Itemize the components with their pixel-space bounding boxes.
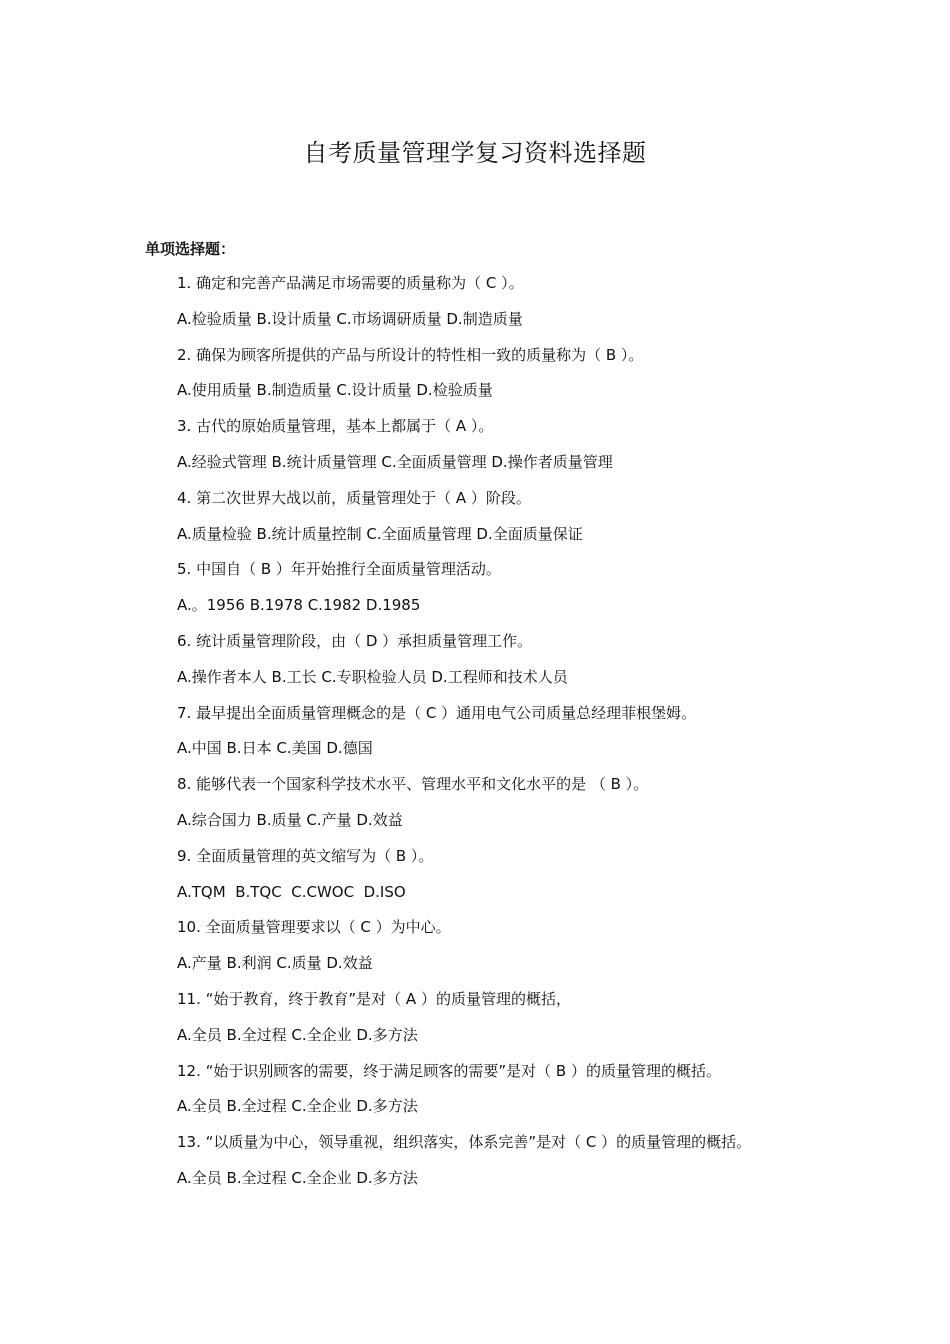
question-2: 2. 确保为顾客所提供的产品与所设计的特性相一致的质量称为（ B ）。 (177, 345, 644, 364)
options-1: A.检验质量 B.设计质量 C.市场调研质量 D.制造质量 (177, 309, 523, 328)
question-8: 8. 能够代表一个国家科学技术水平、管理水平和文化水平的是 （ B ）。 (177, 775, 649, 794)
question-6: 6. 统计质量管理阶段，由（ D ）承担质量管理工作。 (177, 631, 533, 650)
question-list (177, 272, 897, 1203)
options-7: A.中国 B.日本 C.美国 D.德国 (177, 739, 373, 758)
options-13: A.全员 B.全过程 C.全企业 D.多方法 (177, 1168, 418, 1187)
question-7: 7. 最早提出全面质量管理概念的是（ C ）通用电气公司质量总经理菲根堡姆。 (177, 703, 697, 722)
options-12: A.全员 B.全过程 C.全企业 D.多方法 (177, 1097, 418, 1116)
options-8: A.综合国力 B.质量 C.产量 D.效益 (177, 810, 403, 829)
options-2: A.使用质量 B.制造质量 C.设计质量 D.检验质量 (177, 381, 493, 400)
section-heading: 单项选择题： (145, 240, 236, 258)
question-3: 3. 古代的原始质量管理，基本上都属于（ A ）。 (177, 417, 494, 436)
question-10: 10. 全面质量管理要求以（ C ）为中心。 (177, 918, 451, 937)
question-11: 11. “始于教育，终于教育”是对（ A ）的质量管理的概括， (177, 989, 571, 1008)
question-12: 12. “始于识别顾客的需要，终于满足顾客的需要”是对（ B ）的质量管理的概括。 (177, 1061, 721, 1080)
options-5: A.。1956 B.1978 C.1982 D.1985 (177, 596, 421, 615)
options-6: A.操作者本人 B.工长 C.专职检验人员 D.工程师和技术人员 (177, 667, 568, 686)
page-title: 自考质量管理学复习资料选择题 (303, 139, 647, 167)
question-13: 13. “以质量为中心，领导重视，组织落实，体系完善”是对（ C ）的质量管理的概括。 (177, 1133, 752, 1152)
question-5: 5. 中国自（ B ）年开始推行全面质量管理活动。 (177, 560, 501, 579)
options-4: A.质量检验 B.统计质量控制 C.全面质量管理 D.全面质量保证 (177, 524, 583, 543)
question-9: 9. 全面质量管理的英文缩写为（ B ）。 (177, 846, 434, 865)
question-4: 4. 第二次世界大战以前，质量管理处于（ A ）阶段。 (177, 488, 531, 507)
options-10: A.产量 B.利润 C.质量 D.效益 (177, 954, 373, 973)
options-11: A.全员 B.全过程 C.全企业 D.多方法 (177, 1025, 418, 1044)
options-9: A.TQM B.TQC C.CWOC D.ISO (177, 882, 406, 901)
question-1: 1. 确定和完善产品满足市场需要的质量称为（ C ）。 (177, 274, 524, 292)
options-3: A.经验式管理 B.统计质量管理 C.全面质量管理 D.操作者质量管理 (177, 452, 613, 471)
